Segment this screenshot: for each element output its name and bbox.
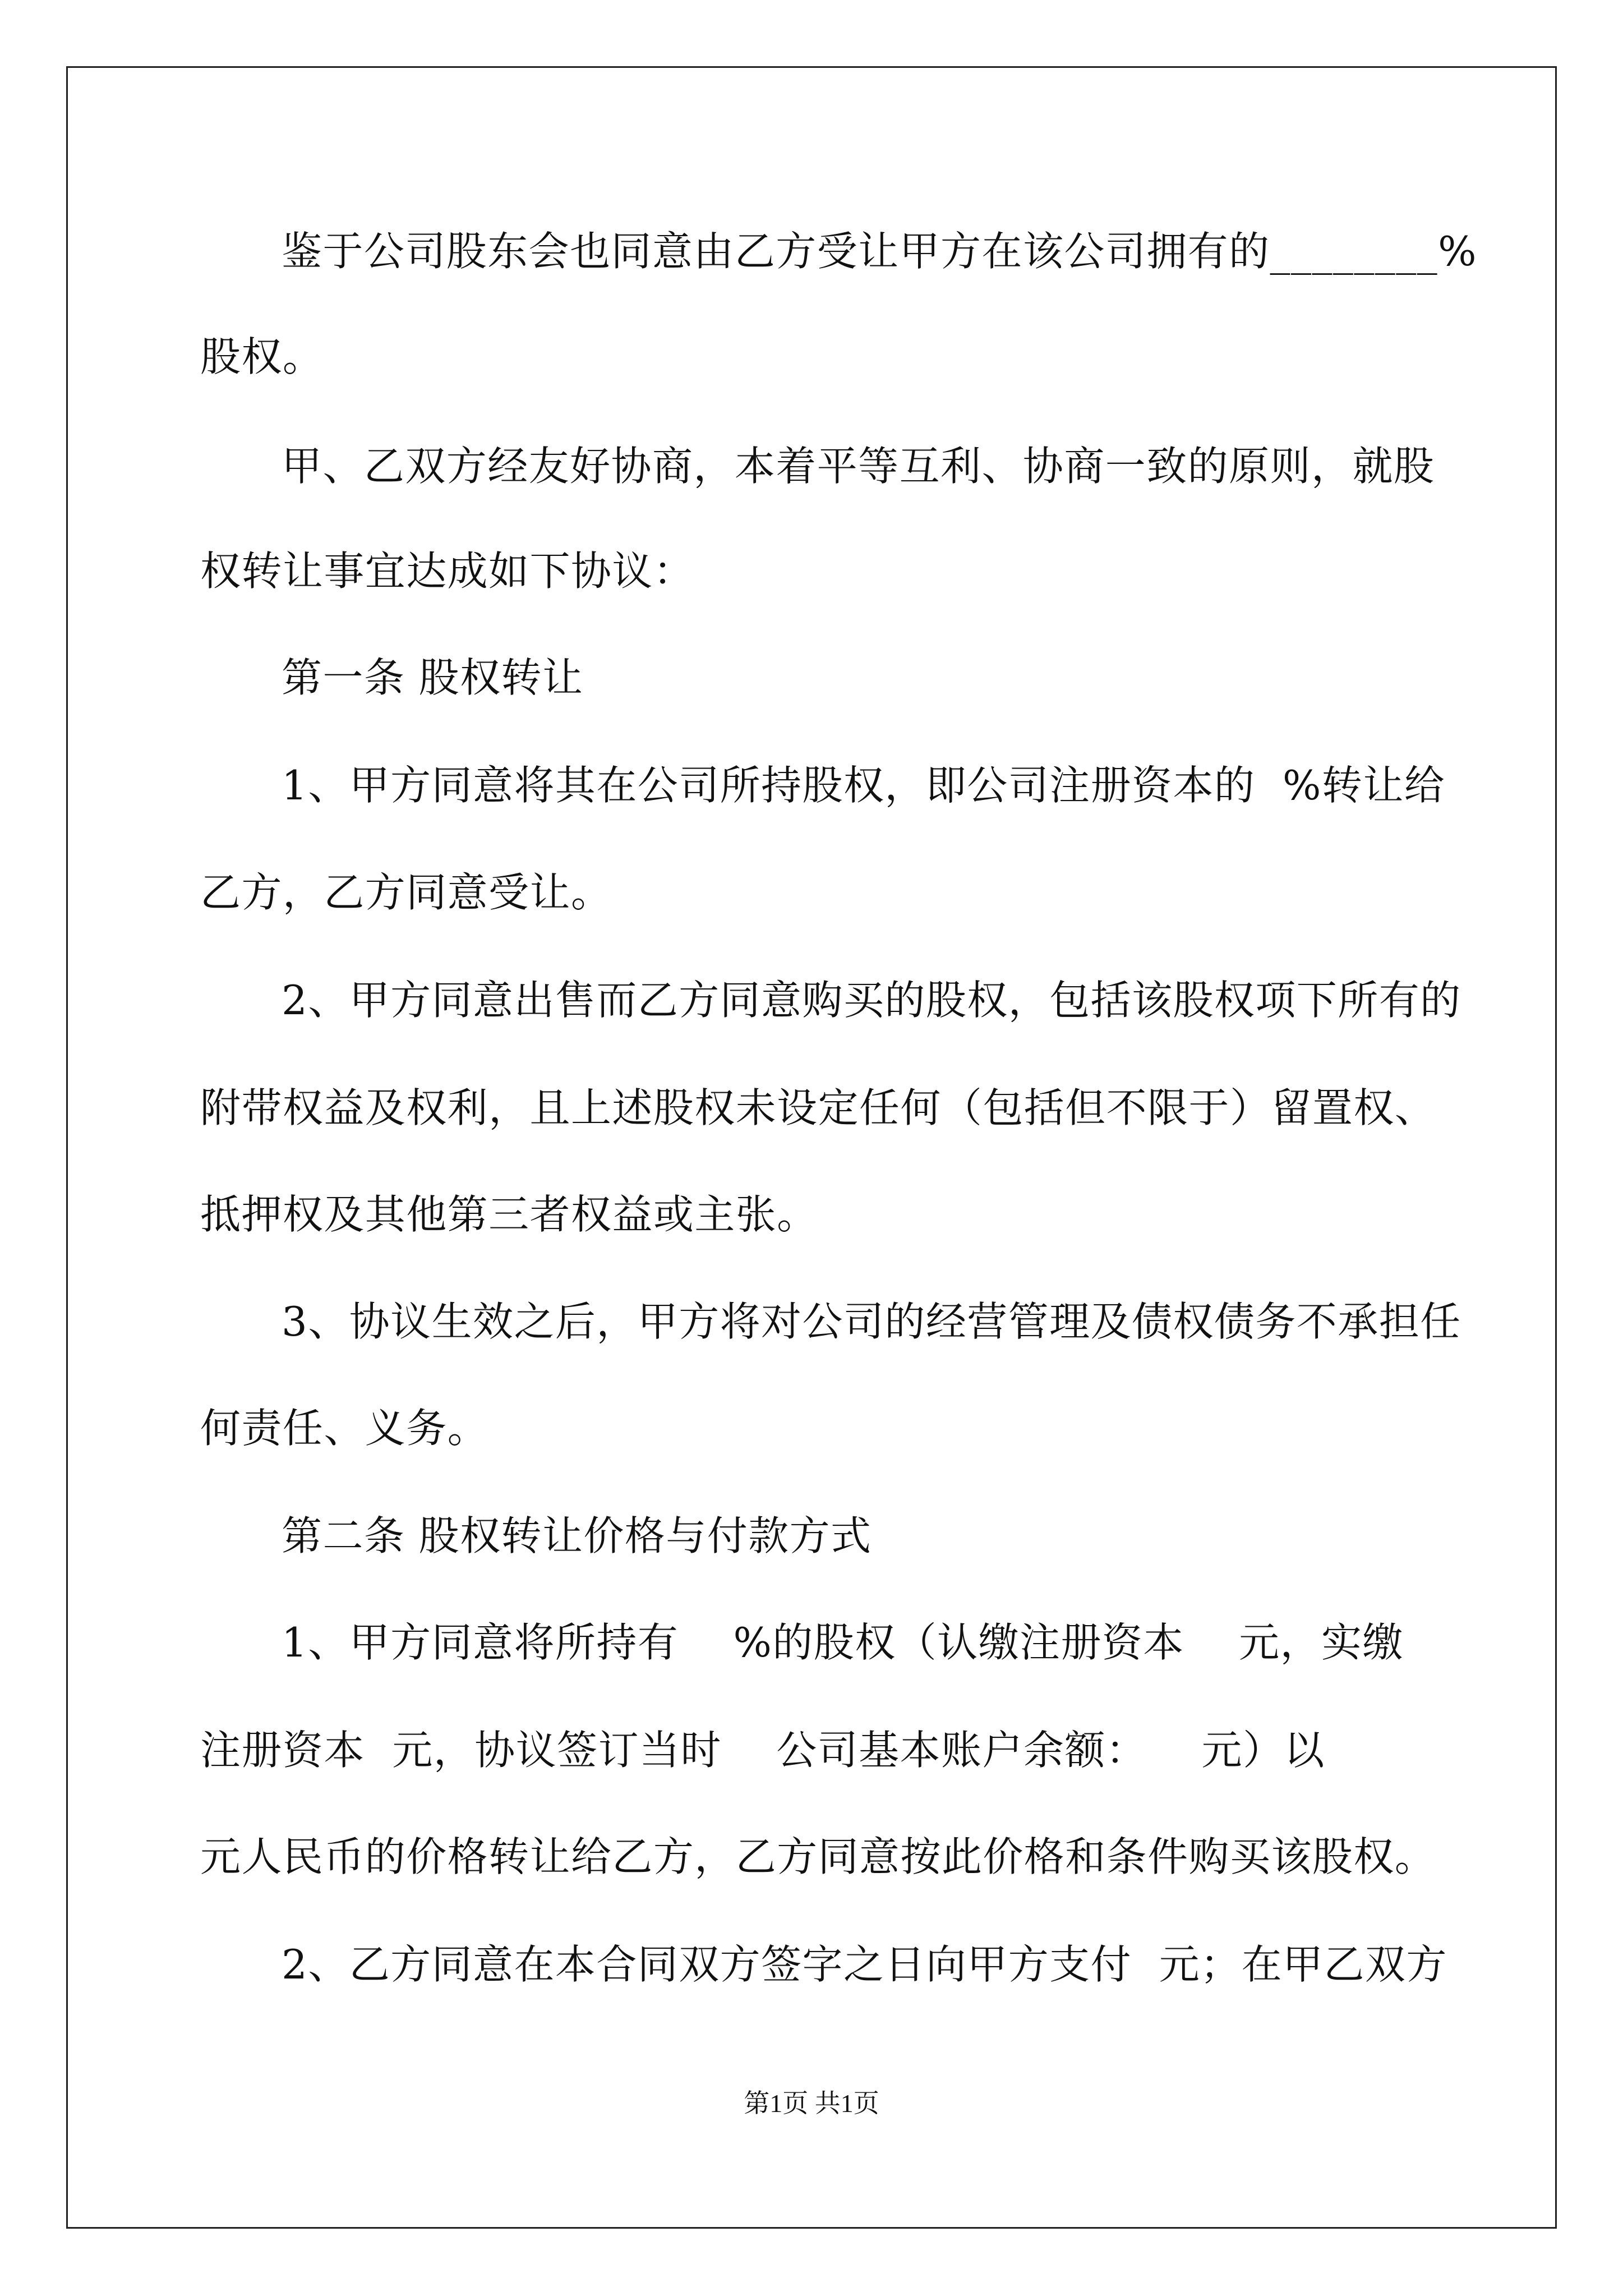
paragraph-line: 何责任、义务。: [200, 1405, 489, 1452]
paragraph-line: 乙方，乙方同意受让。: [200, 869, 612, 916]
page-number: 第1页 共1页: [744, 2089, 879, 2118]
page-border: [66, 66, 1557, 2229]
section-heading: 第一条 股权转让: [282, 654, 584, 701]
paragraph-line: 附带权益及权利，且上述股权未设定任何（包括但不限于）留置权、: [200, 1084, 1436, 1131]
paragraph-line: 注册资本 元，协议签订当时 公司基本账户余额： 元）以: [200, 1727, 1325, 1774]
paragraph-line: 抵押权及其他第三者权益或主张。: [200, 1191, 818, 1238]
paragraph-line: 股权。: [200, 333, 324, 380]
section-heading: 第二条 股权转让价格与付款方式: [282, 1512, 872, 1559]
paragraph-line: 鉴于公司股东会也同意由乙方受让甲方在该公司拥有的________%: [282, 228, 1477, 275]
paragraph-line: 甲、乙双方经友好协商，本着平等互利、协商一致的原则，就股: [282, 443, 1435, 490]
paragraph-line: 权转让事宜达成如下协议：: [200, 547, 695, 595]
paragraph-line: 3、协议生效之后，甲方将对公司的经营管理及债权债务不承担任: [282, 1298, 1461, 1345]
paragraph-line: 元人民币的价格转让给乙方，乙方同意按此价格和条件购买该股权。: [200, 1833, 1436, 1880]
paragraph-line: 2、乙方同意在本合同双方签字之日向甲方支付 元；在甲乙双方: [282, 1941, 1447, 1988]
paragraph-line: 1、甲方同意将所持有 %的股权（认缴注册资本 元，实缴: [282, 1619, 1404, 1666]
paragraph-line: 1、甲方同意将其在公司所持股权，即公司注册资本的 %转让给: [282, 762, 1446, 809]
paragraph-line: 2、甲方同意出售而乙方同意购买的股权，包括该股权项下所有的: [282, 977, 1461, 1024]
